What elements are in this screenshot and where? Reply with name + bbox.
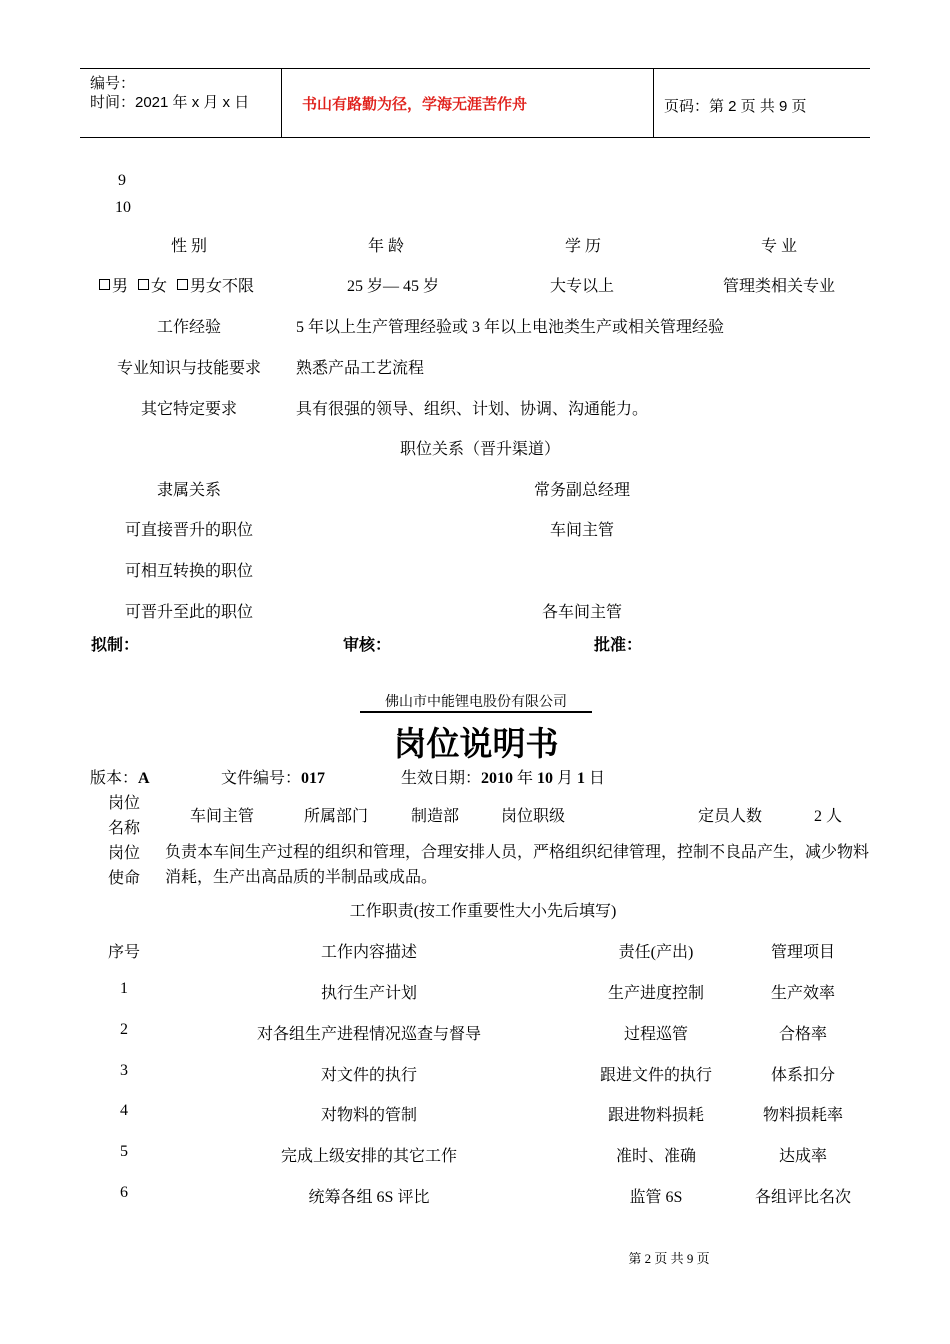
mission-label: 岗位 xyxy=(108,845,141,862)
level-label: 岗位职级 xyxy=(500,808,566,825)
duty-output: 跟进物料损耗 xyxy=(607,1107,705,1124)
file-number-value: 017 xyxy=(301,770,326,787)
effective-year-unit: 年 xyxy=(517,770,534,787)
duty-desc: 统筹各组 6S 评比 xyxy=(308,1189,430,1206)
header-divider xyxy=(653,69,654,137)
duty-seq: 1 xyxy=(120,980,128,997)
dept-value: 制造部 xyxy=(410,808,460,825)
checkbox-female[interactable] xyxy=(138,279,149,290)
header-motto: 书山有路勤为径，学海无涯苦作舟 xyxy=(302,96,528,113)
duty-seq: 3 xyxy=(120,1062,128,1079)
headcount-value: 2 人 xyxy=(813,808,843,825)
effective-month-unit: 月 xyxy=(557,770,574,787)
list-number: 9 xyxy=(118,172,126,189)
effective-year: 2010 xyxy=(481,770,514,787)
relation-label: 可晋升至此的职位 xyxy=(124,604,254,621)
list-number: 10 xyxy=(115,199,131,216)
duty-output: 生产进度控制 xyxy=(607,985,705,1002)
gender-option-female: 女 xyxy=(151,278,168,295)
company-underline xyxy=(360,711,592,713)
mission-label: 使命 xyxy=(108,870,141,887)
duty-seq: 4 xyxy=(120,1102,128,1119)
duty-seq: 5 xyxy=(120,1143,128,1160)
header-number-label: 编号： xyxy=(90,75,136,92)
duty-metric: 物料损耗率 xyxy=(762,1107,844,1124)
req-major: 管理类相关专业 xyxy=(722,278,836,295)
gender-option-male: 男 xyxy=(112,278,129,295)
effective-day: 1 xyxy=(577,770,586,787)
effective-day-unit: 日 xyxy=(589,770,606,787)
document-title: 岗位说明书 xyxy=(393,724,559,763)
duties-title: 工作职责(按工作重要性大小先后填写) xyxy=(349,903,617,920)
effective-label: 生效日期： xyxy=(401,770,482,787)
page-header xyxy=(80,68,870,138)
duty-metric: 合格率 xyxy=(778,1026,828,1043)
duty-seq: 6 xyxy=(120,1184,128,1201)
checkbox-any[interactable] xyxy=(177,279,188,290)
dept-label: 所属部门 xyxy=(303,808,369,825)
header-page-number: 页码：第 2 页 共 9 页 xyxy=(664,98,807,115)
mission-text: 负责本车间生产过程的组织和管理，合理安排人员，严格组织纪律管理，控制不良品产生，减少物料消耗，生产出高品质的半制品或成品。 xyxy=(165,844,870,886)
duty-desc: 完成上级安排的其它工作 xyxy=(280,1148,458,1165)
qual-value: 熟悉产品工艺流程 xyxy=(296,360,425,377)
qual-value: 5 年以上生产管理经验或 3 年以上电池类生产或相关管理经验 xyxy=(296,319,725,336)
version-value: A xyxy=(138,770,150,787)
relation-label: 隶属关系 xyxy=(156,482,222,499)
relations-title: 职位关系（晋升渠道） xyxy=(399,441,561,458)
duty-output: 跟进文件的执行 xyxy=(599,1067,713,1084)
effective-month: 10 xyxy=(537,770,554,787)
gender-options xyxy=(99,273,254,296)
duty-desc: 对各组生产进程情况巡查与督导 xyxy=(256,1026,482,1043)
relation-value: 车间主管 xyxy=(549,522,615,539)
signoff-draft: 拟制： xyxy=(91,637,140,654)
position-name: 车间主管 xyxy=(189,808,255,825)
header-divider xyxy=(281,69,282,137)
version-label: 版本： xyxy=(90,770,139,787)
duty-output: 准时、准确 xyxy=(615,1148,697,1165)
duty-seq: 2 xyxy=(120,1021,128,1038)
duty-output: 监管 6S xyxy=(629,1189,683,1206)
req-age: 25 岁— 45 岁 xyxy=(346,278,440,295)
duty-metric: 达成率 xyxy=(778,1148,828,1165)
relation-value: 常务副总经理 xyxy=(533,482,631,499)
meta-effective-date xyxy=(401,765,605,788)
duties-header: 管理项目 xyxy=(770,944,836,961)
gender-option-any: 男女不限 xyxy=(190,278,255,295)
req-header-major: 专 业 xyxy=(760,238,798,255)
headcount-label: 定员人数 xyxy=(697,808,763,825)
duties-header: 工作内容描述 xyxy=(320,944,418,961)
duty-output: 过程巡管 xyxy=(623,1026,689,1043)
duty-metric: 生产效率 xyxy=(770,985,836,1002)
signoff-approve: 批准： xyxy=(594,637,643,654)
position-name-label: 岗位 xyxy=(108,795,141,812)
header-date: 时间：2021 年 x 月 x 日 xyxy=(90,94,250,111)
checkbox-male[interactable] xyxy=(99,279,110,290)
position-name-label: 名称 xyxy=(108,820,141,837)
company-name: 佛山市中能锂电股份有限公司 xyxy=(385,694,567,710)
relation-value: 各车间主管 xyxy=(541,604,623,621)
relation-label: 可直接晋升的职位 xyxy=(124,522,254,539)
duties-header: 责任(产出) xyxy=(618,944,694,961)
duties-header: 序号 xyxy=(107,944,141,961)
duty-metric: 体系扣分 xyxy=(770,1067,836,1084)
req-header-gender: 性 别 xyxy=(170,238,208,255)
qual-value: 具有很强的领导、组织、计划、协调、沟通能力。 xyxy=(296,401,649,418)
duty-desc: 对物料的管制 xyxy=(320,1107,418,1124)
qual-label: 工作经验 xyxy=(156,319,222,336)
relation-label: 可相互转换的职位 xyxy=(124,563,254,580)
qual-label: 其它特定要求 xyxy=(140,401,238,418)
duty-desc: 对文件的执行 xyxy=(320,1067,418,1084)
req-education: 大专以上 xyxy=(549,278,615,295)
signoff-review: 审核： xyxy=(343,637,392,654)
duty-metric: 各组评比名次 xyxy=(754,1189,852,1206)
req-header-age: 年 龄 xyxy=(367,238,405,255)
file-number-label: 文件编号： xyxy=(221,770,302,787)
req-header-education: 学 历 xyxy=(564,238,602,255)
duty-desc: 执行生产计划 xyxy=(320,985,418,1002)
meta-version xyxy=(90,765,150,788)
meta-file-number xyxy=(221,765,325,788)
qual-label: 专业知识与技能要求 xyxy=(116,360,262,377)
page-footer: 第 2 页 共 9 页 xyxy=(628,1251,710,1266)
